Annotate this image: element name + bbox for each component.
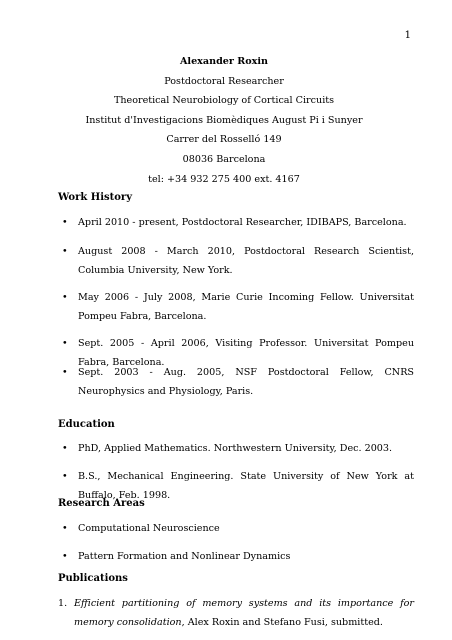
author-name: Alexander Roxin — [179, 56, 269, 67]
author-position: Postdoctoral Researcher — [164, 75, 284, 87]
publication-number: 1. — [58, 598, 68, 609]
page-number: 1 — [404, 30, 411, 41]
list-item — [62, 520, 414, 539]
list-item — [62, 243, 414, 280]
bullet-icon: • — [62, 551, 68, 562]
section-title-publications: Publications — [58, 573, 128, 584]
list-item-text: Sept. 2005 - April 2006, Visiting Professor. Universitat Pompeu Fabra, Barcelona. — [78, 338, 414, 368]
list-item-text: Pattern Formation and Nonlinear Dynamics — [78, 551, 291, 562]
list-item-text: Sept. 2003 - Aug. 2005, NSF Postdoctoral Fellow, CNRS Neurophysics and Physiology, Paris. — [78, 367, 414, 397]
list-item-text: B.S., Mechanical Engineering. State University of New York at Buffalo, Feb. 1998. — [78, 471, 414, 501]
list-item — [62, 440, 414, 459]
author-phone: tel: +34 932 275 400 ext. 4167 — [148, 173, 300, 185]
list-item — [62, 364, 414, 401]
author-street: Carrer del Rosselló 149 — [166, 134, 282, 146]
author-city: 08036 Barcelona — [182, 153, 266, 165]
list-item — [62, 289, 414, 326]
publication-title: Efficient partitioning of memory systems and its importance for memory consolidation — [74, 598, 414, 628]
bullet-icon: • — [62, 338, 68, 349]
cv-header — [60, 52, 388, 189]
bullet-icon: • — [62, 292, 68, 303]
bullet-icon: • — [62, 443, 68, 454]
author-institute: Institut d'Investigacions Biomèdiques August Pi i Sunyer — [85, 114, 363, 126]
bullet-icon: • — [62, 523, 68, 534]
bullet-icon: • — [62, 246, 68, 257]
publication-item — [58, 595, 414, 632]
list-item-text: PhD, Applied Mathematics. Northwestern University, Dec. 2003. — [78, 443, 393, 454]
publication-authors: , Alex Roxin and Stefano Fusi, submitted. — [181, 616, 383, 628]
publication-text — [74, 595, 414, 632]
section-title-education: Education — [58, 419, 115, 430]
bullet-icon: • — [62, 367, 68, 378]
author-department: Theoretical Neurobiology of Cortical Circuits — [113, 95, 335, 107]
bullet-icon: • — [62, 217, 68, 228]
section-title-research-areas: Research Areas — [58, 498, 145, 509]
list-item-text: August 2008 - March 2010, Postdoctoral Research Scientist, Columbia University, New York. — [78, 246, 414, 276]
section-title-work-history: Work History — [58, 192, 133, 203]
list-item — [62, 214, 414, 233]
list-item-text: April 2010 - present, Postdoctoral Researcher, IDIBAPS, Barcelona. — [78, 217, 407, 228]
bullet-icon: • — [62, 471, 68, 482]
list-item-text: May 2006 - July 2008, Marie Curie Incoming Fellow. Universitat Pompeu Fabra, Barcelona. — [78, 292, 414, 322]
list-item-text: Computational Neuroscience — [78, 523, 220, 534]
list-item — [62, 548, 414, 567]
